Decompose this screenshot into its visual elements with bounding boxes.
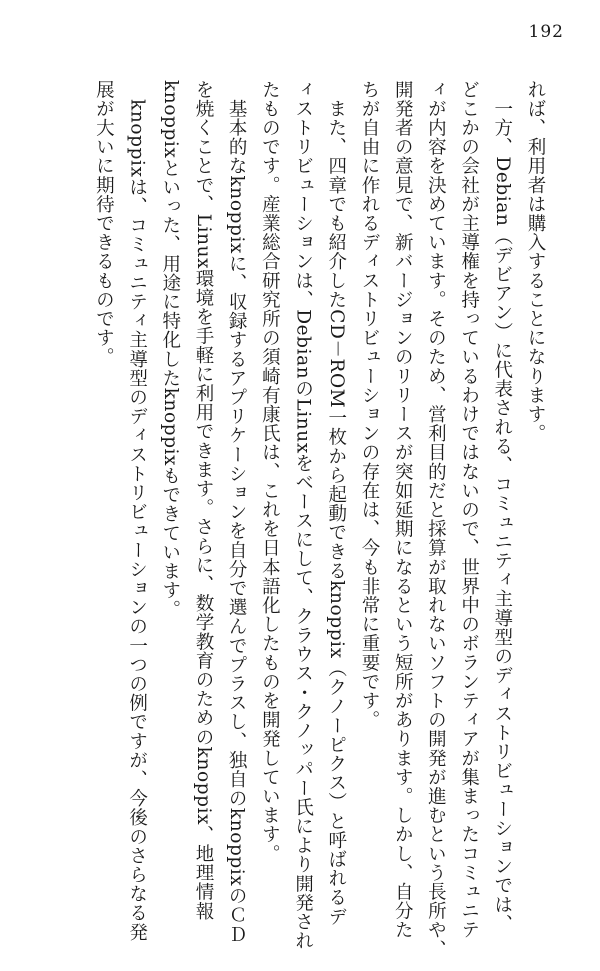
text-line: 基本的なknoppixに、収録するアプリケーションを自分で選んでプラスし、独自のknoppixのＣＤ	[226, 80, 248, 944]
text-line: ィストリビューションは、DebianのLinuxをベースにして、クラウス・クノッパー氏により開発され	[292, 80, 314, 951]
text-line: 開発者の意見で、新バージョンのリリースが突如延期になるという短所があります。しかし、自分た	[392, 80, 414, 940]
text-line: 一方、Debian（デビアン）に代表される、コミュニティ主導型のディストリビューションでは、	[491, 80, 513, 934]
text-line: また、四章でも紹介したCD－ROM一枚から起動できるknoppix（クノーピクス）と呼ばれるデ	[325, 80, 347, 927]
text-line: れば、利用者は購入することになります。	[525, 80, 546, 443]
text-line: を焼くことで、Linux環境を手軽に利用できます。さらに、数学教育のためのknoppix、地理情報	[192, 80, 214, 921]
text-line: ィが内容を決めています。そのため、営利目的だと採算が取れないソフトの開発が進むという長所や、	[425, 80, 447, 959]
text-line: knoppixは、コミュニティ主導型のディストリビューションの一つの例ですが、今後のさらなる発	[126, 80, 148, 942]
text-line: 展が大いに期待できるものです。	[93, 80, 115, 367]
text-line: ちが自由に作れるディストリビューションの存在は、今も非常に重要です。	[358, 80, 380, 730]
text-line: たものです。産業総合研究所の須崎有康氏は、これを日本語化したものを開発しています。	[259, 80, 281, 864]
vertical-text-block	[87, 80, 552, 959]
page-number: 192	[528, 22, 564, 42]
text-line: knoppixといった、用途に特化したknoppixもできています。	[159, 80, 181, 619]
text-line: どこかの会社が主導権を持っているわけではないので、世界中のボランティアが集まったコミュニテ	[458, 80, 480, 940]
